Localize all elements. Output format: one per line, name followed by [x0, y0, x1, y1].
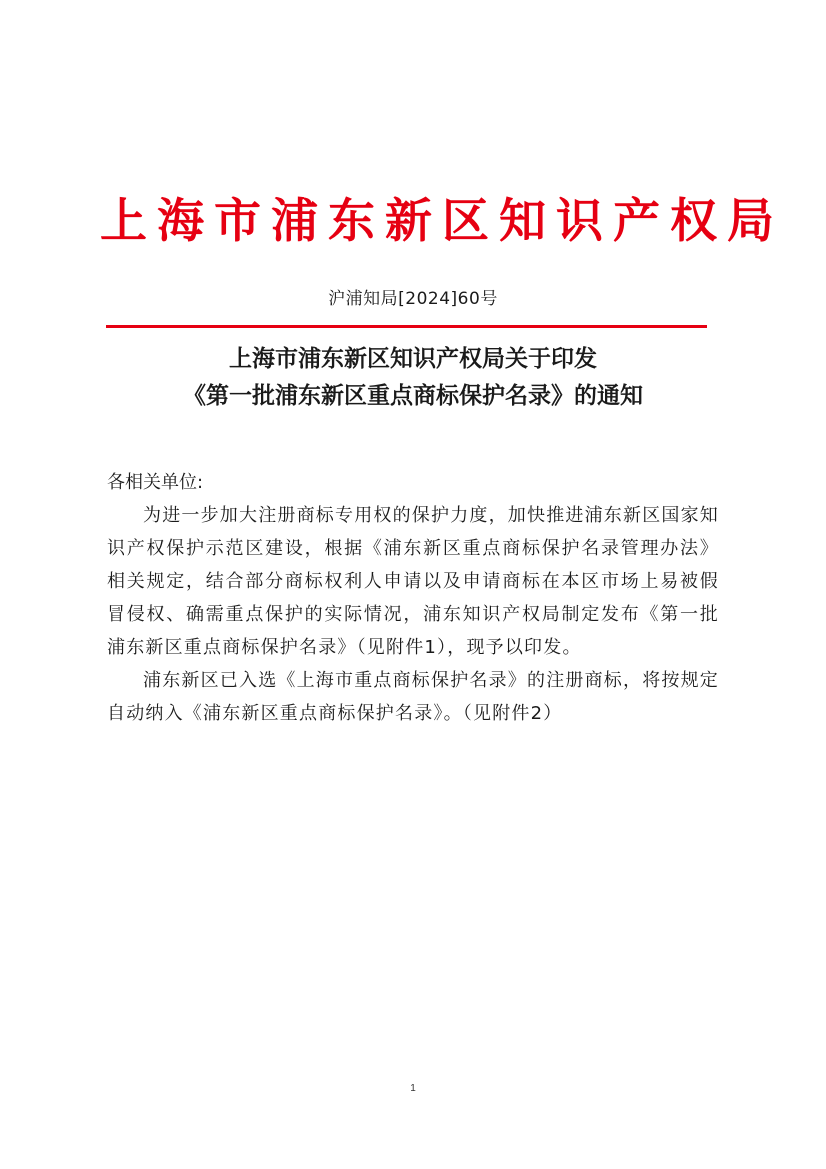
document-title — [100, 340, 726, 414]
title-line-2: 《第一批浦东新区重点商标保护名录》的通知 — [183, 382, 643, 409]
document-body — [107, 466, 719, 730]
masthead-org-name: 上海市浦东新区知识产权局 — [100, 194, 784, 249]
title-line-1: 上海市浦东新区知识产权局关于印发 — [229, 345, 597, 372]
body-paragraph-2: 浦东新区已入选《上海市重点商标保护名录》的注册商标，将按规定自动纳入《浦东新区重点商标保护名录》。（见附件2） — [107, 670, 719, 724]
salutation: 各相关单位: — [107, 472, 204, 493]
red-divider-rule — [106, 325, 707, 328]
page-number: 1 — [410, 1083, 416, 1094]
body-paragraph-1: 为进一步加大注册商标专用权的保护力度，加快推进浦东新区国家知识产权保护示范区建设，根据《浦东新区重点商标保护名录管理办法》相关规定，结合部分商标权利人申请以及申请商标在本区市场上易被假冒侵权、确需重点保护的实际情况，浦东知识产权局制定发布《第一批浦东新区重点商标保护名录》（见附件1），现予以印发。 — [107, 505, 719, 658]
document-number: 沪浦知局[2024]60号 — [328, 289, 498, 309]
